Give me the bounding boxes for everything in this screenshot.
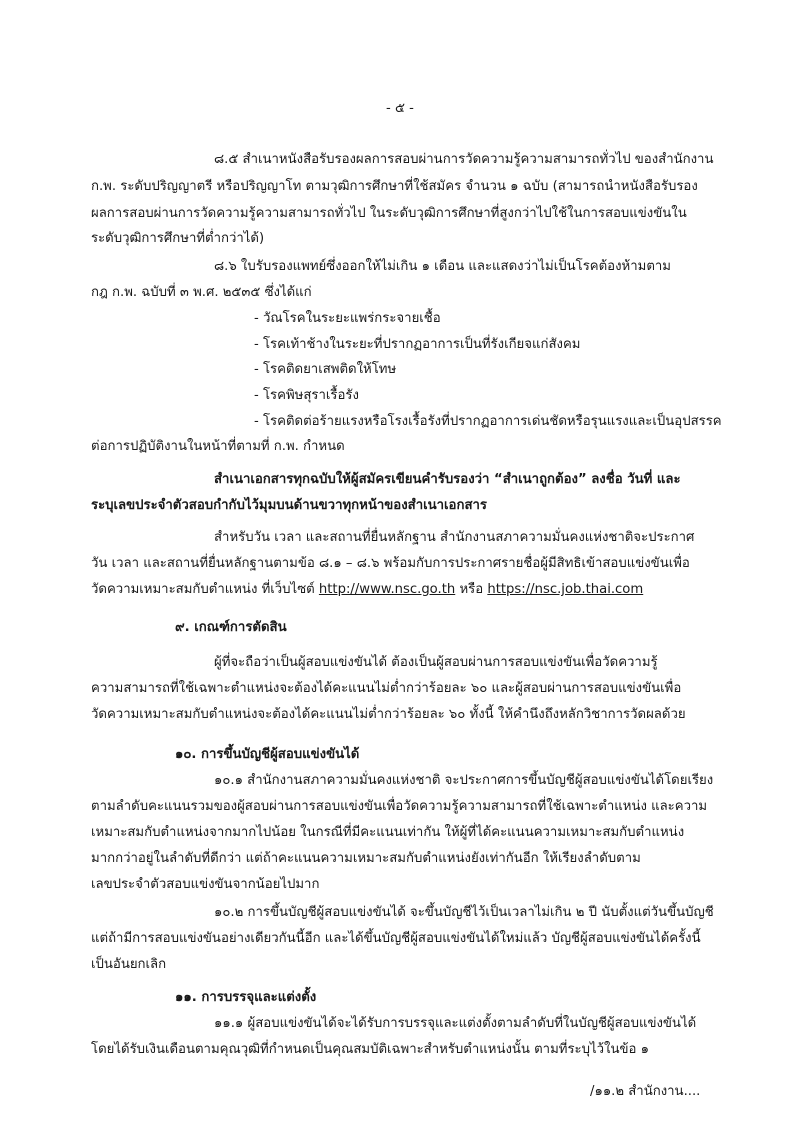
copy-certification-note-line-2: ระบุเลขประจำตัวสอบกำกับไว้มุมบนด้านขวาทุกหน้าของสำเนาเอกสาร xyxy=(91,498,487,513)
section-11-heading: ๑๑. การบรรจุและแต่งตั้ง xyxy=(175,990,317,1005)
section-9-line-3: วัดความเหมาะสมกับตำแหน่งจะต้องได้คะแนนไม่ต่ำกว่าร้อยละ ๖๐ ทั้งนี้ ให้คำนึงถึงหลักวิชาการวัดผลด้วย xyxy=(91,707,686,722)
copy-certification-note-line-1: สำเนาเอกสารทุกฉบับให้ผู้สมัครเขียนคำรับรองว่า “สำเนาถูกต้อง” ลงชื่อ วันที่ และ xyxy=(214,472,681,487)
disease-item-2: - โรคเท้าช้างในระยะที่ปรากฏอาการเป็นที่รังเกียจแก่สังคม xyxy=(254,337,581,352)
item-8-5-line-3: ผลการสอบผ่านการวัดความรู้ความสามารถทั่วไป ในระดับวุฒิการศึกษาที่สูงกว่าไปใช้ในการสอบแข่งขันใน xyxy=(91,206,687,221)
disease-item-4: - โรคพิษสุราเรื้อรัง xyxy=(254,388,359,403)
section-10-1-line-3: เหมาะสมกับตำแหน่งจากมากไปน้อย ในกรณีที่มีคะแนนเท่ากัน ให้ผู้ที่ได้คะแนนความเหมาะสมกับตำแหน่ง xyxy=(91,825,685,840)
continuation-marker: /๑๑.๒ สำนักงาน.... xyxy=(590,1084,701,1099)
or-text: หรือ xyxy=(455,582,488,597)
nsc-website-link[interactable]: http://www.nsc.go.th xyxy=(318,582,456,597)
section-10-1-line-5: เลขประจำตัวสอบแข่งขันจากน้อยไปมาก xyxy=(91,877,320,892)
section-9-line-2: ความสามารถที่ใช้เฉพาะตำแหน่งจะต้องได้คะแนนไม่ต่ำกว่าร้อยละ ๖๐ และผู้สอบผ่านการสอบแข่งขันเพื่อ xyxy=(91,681,682,696)
item-8-6-line-1: ๘.๖ ใบรับรองแพทย์ซึ่งออกให้ไม่เกิน ๑ เดือน และแสดงว่าไม่เป็นโรคต้องห้ามตาม xyxy=(214,259,671,274)
section-10-heading: ๑๐. การขึ้นบัญชีผู้สอบแข่งขันได้ xyxy=(175,747,360,762)
section-10-1-line-1: ๑๐.๑ สำนักงานสภาความมั่นคงแห่งชาติ จะประกาศการขึ้นบัญชีผู้สอบแข่งขันได้โดยเรียง xyxy=(214,773,714,788)
section-10-2-line-2: แต่ถ้ามีการสอบแข่งขันอย่างเดียวกันนี้อีก และได้ขึ้นบัญชีผู้สอบแข่งขันได้ใหม่แล้ว บัญชีผู้สอบแข่งขันได้ครั้งนี้ xyxy=(91,931,701,946)
section-11-1-line-1: ๑๑.๑ ผู้สอบแข่งขันได้จะได้รับการบรรจุและแต่งตั้งตามลำดับที่ในบัญชีผู้สอบแข่งขันได้ xyxy=(214,1016,697,1031)
page-number: - ๕ - xyxy=(386,101,414,116)
disease-item-1: - วัณโรคในระยะแพร่กระจายเชื้อ xyxy=(254,311,441,326)
schedule-line-1: สำหรับวัน เวลา และสถานที่ยื่นหลักฐาน สำนักงานสภาความมั่นคงแห่งชาติจะประกาศ xyxy=(214,530,695,545)
section-10-2-line-3: เป็นอันยกเลิก xyxy=(91,957,167,972)
schedule-line-2: วัน เวลา และสถานที่ยื่นหลักฐานตามข้อ ๘.๑ – ๘.๖ พร้อมกับการประกาศรายชื่อผู้มีสิทธิเข้าสอบแข่งขันเพื่อ xyxy=(91,556,690,571)
section-10-1-line-2: ตามลำดับคะแนนรวมของผู้สอบผ่านการสอบแข่งขันเพื่อวัดความรู้ความสามารถที่ใช้เฉพาะตำแหน่ง และความ xyxy=(91,799,708,814)
disease-item-3: - โรคติดยาเสพติดให้โทษ xyxy=(254,362,397,377)
job-thai-link[interactable]: https://nsc.job.thai.com xyxy=(487,582,644,597)
item-8-5-line-4: ระดับวุฒิการศึกษาที่ต่ำกว่าได้) xyxy=(91,231,265,246)
schedule-line-3-text: วัดความเหมาะสมกับตำแหน่ง ที่เว็บไซต์ xyxy=(91,582,319,597)
schedule-line-3 xyxy=(91,580,643,600)
item-8-5-line-1: ๘.๕ สำเนาหนังสือรับรองผลการสอบผ่านการวัดความรู้ความสามารถทั่วไป ของสำนักงาน xyxy=(214,152,714,167)
disease-item-5: - โรคติดต่อร้ายแรงหรือโรงเรื้อรังที่ปรากฏอาการเด่นชัดหรือรุนแรงและเป็นอุปสรรค xyxy=(254,414,722,429)
section-10-2-line-1: ๑๐.๒ การขึ้นบัญชีผู้สอบแข่งขันได้ จะขึ้นบัญชีไว้เป็นเวลาไม่เกิน ๒ ปี นับตั้งแต่วันขึ้นบัญชี xyxy=(214,905,714,920)
item-8-5-line-2: ก.พ. ระดับปริญญาตรี หรือปริญญาโท ตามวุฒิการศึกษาที่ใช้สมัคร จำนวน ๑ ฉบับ (สามารถนำหนังสือรับรอง xyxy=(91,179,698,194)
section-9-line-1: ผู้ที่จะถือว่าเป็นผู้สอบแข่งขันได้ ต้องเป็นผู้สอบผ่านการสอบแข่งขันเพื่อวัดความรู้ xyxy=(214,655,658,670)
item-8-6-line-2: กฎ ก.พ. ฉบับที่ ๓ พ.ศ. ๒๕๓๕ ซึ่งได้แก่ xyxy=(91,285,312,300)
disease-item-5-cont: ต่อการปฏิบัติงานในหน้าที่ตามที่ ก.พ. กำหนด xyxy=(91,439,345,454)
section-10-1-line-4: มากกว่าอยู่ในลำดับที่ดีกว่า แต่ถ้าคะแนนความเหมาะสมกับตำแหน่งยังเท่ากันอีก ให้เรียงลำดับตาม xyxy=(91,851,641,866)
section-11-1-line-2: โดยได้รับเงินเดือนตามคุณวุฒิที่กำหนดเป็นคุณสมบัติเฉพาะสำหรับตำแหน่งนั้น ตามที่ระบุไว้ในข้อ ๑ xyxy=(91,1042,650,1057)
section-9-heading: ๙. เกณฑ์การตัดสิน xyxy=(175,620,287,635)
